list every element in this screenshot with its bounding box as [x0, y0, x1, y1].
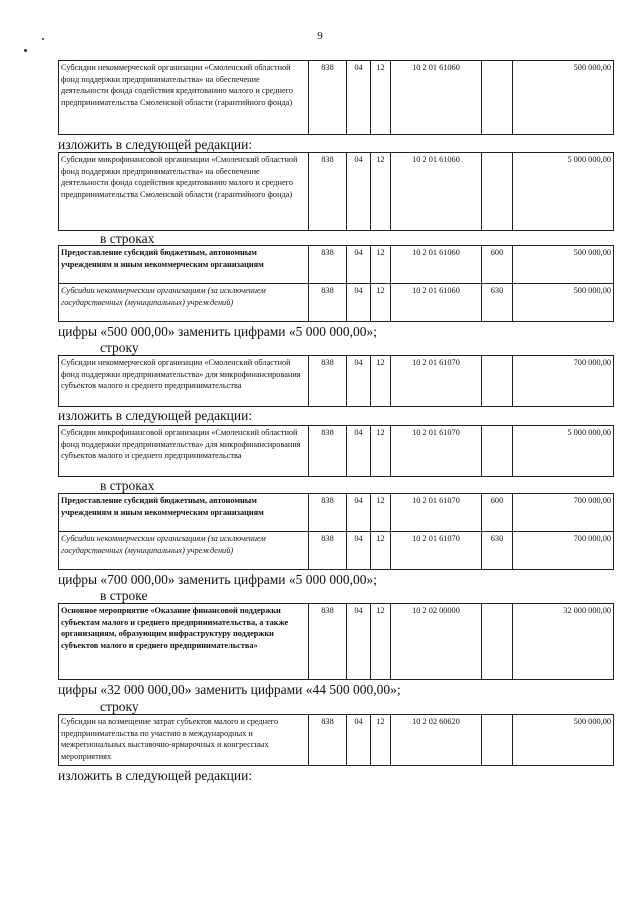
row-description: Субсидии некоммерческой организации «Смоленский областной фонд поддержки предпринимательства» на обеспечение деятельности фонда содействия кредитованию малого и среднего предпринимательства Смоленской области (гарантийного фонда) [59, 61, 309, 135]
target-article: 10 2 01 61060 [391, 246, 482, 284]
table-row [59, 284, 614, 322]
instruction-text: изложить в следующей редакции: [58, 768, 253, 783]
amount: 5 000 000,00 [513, 153, 614, 231]
expense-type: 630 [482, 532, 513, 570]
ministry-code: 838 [309, 426, 347, 477]
expense-type [482, 604, 513, 680]
target-article: 10 2 01 61070 [391, 356, 482, 407]
amount: 700 000,00 [513, 494, 614, 532]
budget-table-3 [58, 245, 614, 322]
instruction-text: в строках [100, 231, 155, 246]
subsection-code: 12 [371, 426, 391, 477]
row-description: Предоставление субсидий бюджетным, автономным учреждениям и иным некоммерческим организациям [59, 494, 309, 532]
target-article: 10 2 02 00000 [391, 604, 482, 680]
subsection-code: 12 [371, 604, 391, 680]
budget-table-7 [58, 603, 614, 680]
instruction-text: в строках [100, 478, 155, 493]
table-row [59, 61, 614, 135]
table-row [59, 153, 614, 231]
section-code: 04 [347, 604, 371, 680]
subsection-code: 12 [371, 246, 391, 284]
row-description: Субсидии микрофинансовой организации «Смоленский областной фонд поддержки предпринимательства» для микрофинансирования субъектов малого и среднего предпринимательства [59, 426, 309, 477]
table-row [59, 356, 614, 407]
section-code: 04 [347, 284, 371, 322]
budget-table-6 [58, 493, 614, 570]
ministry-code: 838 [309, 284, 347, 322]
section-code: 04 [347, 153, 371, 231]
instruction-text: в строке [100, 588, 148, 603]
expense-type [482, 356, 513, 407]
budget-table-8 [58, 714, 614, 766]
expense-type [482, 61, 513, 135]
expense-type: 600 [482, 246, 513, 284]
subsection-code: 12 [371, 532, 391, 570]
budget-table-5 [58, 425, 614, 477]
subsection-code: 12 [371, 715, 391, 766]
row-description: Субсидии микрофинансовой организации «Смоленский областной фонд поддержки предпринимательства» на обеспечение деятельности фонда содействия кредитованию малого и среднего предпринимательства Смоленской области (гарантийного фонда) [59, 153, 309, 231]
target-article: 10 2 02 60620 [391, 715, 482, 766]
ministry-code: 838 [309, 494, 347, 532]
amount: 500 000,00 [513, 284, 614, 322]
amount: 500 000,00 [513, 61, 614, 135]
expense-type [482, 153, 513, 231]
ministry-code: 838 [309, 532, 347, 570]
budget-table-2 [58, 152, 614, 231]
section-code: 04 [347, 532, 371, 570]
section-code: 04 [347, 426, 371, 477]
instruction-text: изложить в следующей редакции: [58, 137, 253, 152]
table-row [59, 246, 614, 284]
ministry-code: 838 [309, 153, 347, 231]
subsection-code: 12 [371, 494, 391, 532]
instruction-text: изложить в следующей редакции: [58, 408, 253, 423]
section-code: 04 [347, 61, 371, 135]
expense-type: 630 [482, 284, 513, 322]
section-code: 04 [347, 715, 371, 766]
amount: 32 000 000,00 [513, 604, 614, 680]
instruction-text: цифры «500 000,00» заменить цифрами «5 000 000,00»; [58, 324, 377, 339]
instruction-text: цифры «700 000,00» заменить цифрами «5 000 000,00»; [58, 572, 377, 587]
row-description: Субсидии некоммерческим организациям (за исключением государственных (муниципальных) учреждений) [59, 284, 309, 322]
amount: 500 000,00 [513, 715, 614, 766]
table-row [59, 604, 614, 680]
section-code: 04 [347, 356, 371, 407]
ministry-code: 838 [309, 356, 347, 407]
row-description: Субсидии некоммерческой организации «Смоленский областной фонд поддержки предпринимательства» для микрофинансирования субъектов малого и среднего предпринимательства [59, 356, 309, 407]
amount: 5 000 000,00 [513, 426, 614, 477]
ministry-code: 838 [309, 715, 347, 766]
budget-table-4 [58, 355, 614, 407]
instruction-text: строку [100, 340, 139, 355]
amount: 700 000,00 [513, 532, 614, 570]
budget-table-1 [58, 60, 614, 135]
ministry-code: 838 [309, 604, 347, 680]
instruction-text: цифры «32 000 000,00» заменить цифрами «44 500 000,00»; [58, 682, 401, 697]
scan-speck [42, 38, 44, 40]
row-description: Субсидии на возмещение затрат субъектов малого и среднего предпринимательства по участию в международных и межрегиональных выставочно-ярмарочных и конгрессных мероприятиях [59, 715, 309, 766]
target-article: 10 2 01 61060 [391, 284, 482, 322]
target-article: 10 2 01 61070 [391, 426, 482, 477]
page-number: 9 [317, 30, 323, 42]
instruction-text: строку [100, 699, 139, 714]
row-description: Предоставление субсидий бюджетным, автономным учреждениям и иным некоммерческим организациям [59, 246, 309, 284]
scan-speck [24, 49, 27, 52]
row-description: Основное мероприятие «Оказание финансовой поддержки субъектам малого и среднего предпринимательства, а также организациям, образующим инфраструктуру поддержки субъектов малого и среднего предпринимательства» [59, 604, 309, 680]
amount: 700 000,00 [513, 356, 614, 407]
ministry-code: 838 [309, 61, 347, 135]
subsection-code: 12 [371, 356, 391, 407]
amount: 500 000,00 [513, 246, 614, 284]
target-article: 10 2 01 61060 [391, 153, 482, 231]
subsection-code: 12 [371, 153, 391, 231]
expense-type [482, 426, 513, 477]
section-code: 04 [347, 494, 371, 532]
ministry-code: 838 [309, 246, 347, 284]
table-row [59, 715, 614, 766]
table-row [59, 532, 614, 570]
target-article: 10 2 01 61070 [391, 532, 482, 570]
row-description: Субсидии некоммерческим организациям (за исключением государственных (муниципальных) учреждений) [59, 532, 309, 570]
target-article: 10 2 01 61070 [391, 494, 482, 532]
subsection-code: 12 [371, 284, 391, 322]
expense-type: 600 [482, 494, 513, 532]
table-row [59, 426, 614, 477]
target-article: 10 2 01 61060 [391, 61, 482, 135]
section-code: 04 [347, 246, 371, 284]
subsection-code: 12 [371, 61, 391, 135]
expense-type [482, 715, 513, 766]
table-row [59, 494, 614, 532]
